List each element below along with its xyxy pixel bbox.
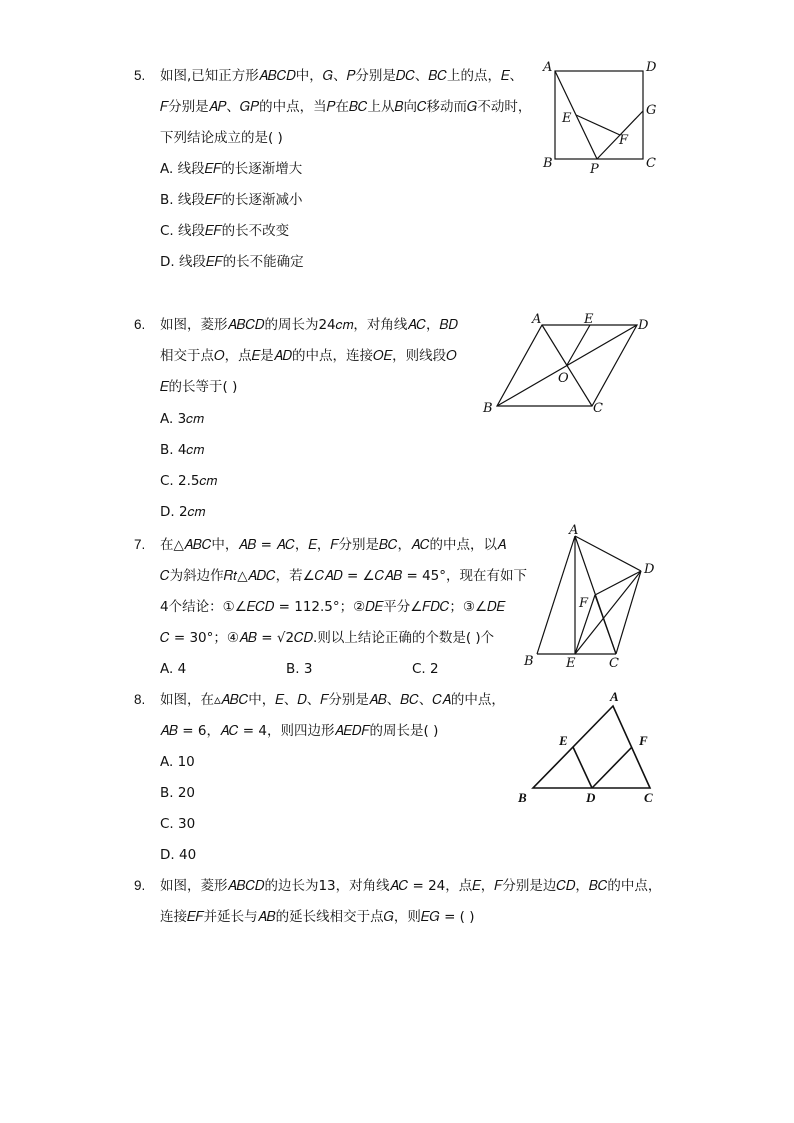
label-a: A	[610, 689, 619, 704]
midpoint-triangle-figure	[510, 684, 670, 810]
question-text-line: 如图，在▵𝐴𝐵𝐶中，𝐸、𝐷、𝐹分别是𝐴𝐵、𝐵𝐶、𝐶𝐴的中点，	[160, 692, 505, 708]
question-number: 8.	[134, 692, 146, 707]
triangle-adc-figure	[515, 524, 665, 676]
label-f: F	[639, 733, 648, 748]
option-c: C. 30	[160, 816, 196, 832]
question-text-line: 𝐴𝐵 = 6，𝐴𝐶 = 4，则四边形𝐴𝐸𝐷𝐹的周长是( )	[160, 723, 439, 739]
label-e: E	[562, 111, 572, 126]
question-number: 5.	[134, 68, 146, 83]
question-text-line: 𝐶 = 30°；④𝐴𝐵 = √2𝐶𝐷.则以上结论正确的个数是( )个	[160, 630, 495, 646]
label-e: E	[584, 312, 594, 327]
label-b: B	[518, 790, 527, 805]
question-text-line: 连接𝐸𝐹并延长与𝐴𝐵的延长线相交于点𝐺，则𝐸𝐺 = ( )	[160, 909, 475, 925]
option-c: C. 线段𝐸𝐹的长不改变	[160, 223, 290, 239]
label-c: C	[609, 656, 619, 671]
question-text-line: 在△𝐴𝐵𝐶中，𝐴𝐵 = 𝐴𝐶，𝐸，𝐹分别是𝐵𝐶，𝐴𝐶的中点，以𝐴	[160, 537, 507, 553]
question-text-line: 相交于点𝑂，点𝐸是𝐴𝐷的中点，连接𝑂𝐸，则线段𝑂	[160, 348, 457, 364]
question-text-line: 𝐹分别是𝐴𝑃、𝐺𝑃的中点，当𝑃在𝐵𝐶上从𝐵向𝐶移动而𝐺不动时，	[160, 99, 532, 115]
label-a: A	[543, 60, 553, 75]
question-text-line: 4个结论：①∠𝐸𝐶𝐷 = 112.5°；②𝐷𝐸平分∠𝐹𝐷𝐶；③∠𝐷𝐸	[160, 599, 506, 615]
question-text-line: 如图,已知正方形𝐴𝐵𝐶𝐷中，𝐺、𝑃分别是𝐷𝐶、𝐵𝐶上的点，𝐸、	[160, 68, 523, 84]
square-figure	[535, 56, 670, 181]
option-a: A. 4	[160, 661, 187, 677]
label-f: F	[579, 596, 589, 611]
label-d: D	[586, 790, 596, 805]
question-number: 6.	[134, 317, 146, 332]
option-b: B. 线段𝐸𝐹的长逐渐减小	[160, 192, 303, 208]
option-d: D. 40	[160, 847, 197, 863]
label-b: B	[524, 654, 534, 669]
label-b: B	[543, 156, 553, 171]
option-a: A. 10	[160, 754, 195, 770]
rhombus-figure	[480, 308, 655, 418]
label-a: A	[532, 312, 542, 327]
label-p: P	[590, 162, 599, 177]
question-number: 7.	[134, 537, 146, 552]
question-text-line: 如图，菱形𝐴𝐵𝐶𝐷的边长为13，对角线𝐴𝐶 = 24，点𝐸，𝐹分别是边𝐶𝐷，𝐵𝐶的中点，	[160, 878, 662, 894]
question-text-line: 𝐸的长等于( )	[160, 379, 238, 395]
option-c: C. 2.5𝑐𝑚	[160, 473, 218, 489]
label-e: E	[559, 733, 568, 748]
option-c: C. 2	[412, 661, 439, 677]
label-a: A	[569, 524, 579, 538]
label-f: F	[619, 133, 629, 148]
label-c: C	[593, 401, 603, 416]
label-d: D	[638, 318, 649, 333]
option-d: D. 线段𝐸𝐹的长不能确定	[160, 254, 304, 270]
label-e: E	[566, 656, 576, 671]
option-b: B. 3	[286, 661, 313, 677]
label-o: O	[558, 371, 569, 386]
question-number: 9.	[134, 878, 146, 893]
question-text-line: 如图，菱形𝐴𝐵𝐶𝐷的周长为24𝑐𝑚，对角线𝐴𝐶，𝐵𝐷	[160, 317, 458, 333]
option-b: B. 4𝑐𝑚	[160, 442, 205, 458]
label-b: B	[483, 401, 493, 416]
label-d: D	[646, 60, 657, 75]
label-c: C	[646, 156, 656, 171]
question-text-line: 𝐶为斜边作𝑅𝑡△𝐴𝐷𝐶，若∠𝐶𝐴𝐷 = ∠𝐶𝐴𝐵 = 45°，现在有如下	[160, 568, 528, 584]
question-text-line: 下列结论成立的是( )	[160, 130, 283, 146]
label-c: C	[644, 790, 653, 805]
option-a: A. 3𝑐𝑚	[160, 411, 204, 427]
label-d: D	[644, 562, 655, 577]
option-a: A. 线段𝐸𝐹的长逐渐增大	[160, 161, 303, 177]
label-g: G	[646, 103, 657, 118]
option-b: B. 20	[160, 785, 196, 801]
option-d: D. 2𝑐𝑚	[160, 504, 206, 520]
